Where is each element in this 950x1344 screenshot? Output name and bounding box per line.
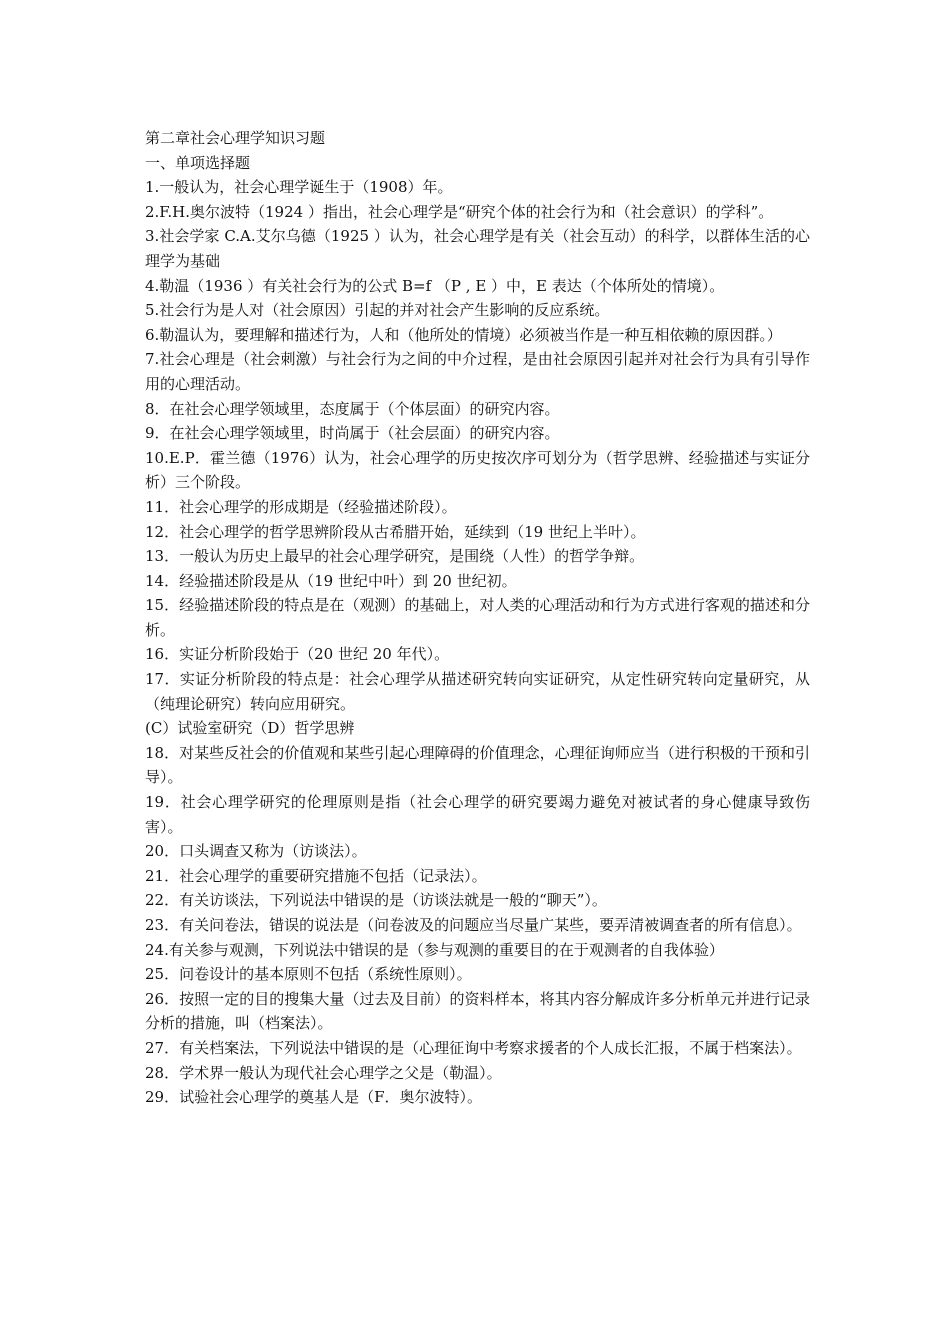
question-item: 7.社会心理是（社会刺激）与社会行为之间的中介过程，是由社会原因引起并对社会行为具有引导作用的心理活动。 <box>145 350 810 393</box>
question-item: 16．实证分析阶段始于（20 世纪 20 年代）。 <box>145 645 450 664</box>
question-item: 17．实证分析阶段的特点是：社会心理学从描述研究转向实证研究，从定性研究转向定量研究，从（纯理论研究）转向应用研究。 <box>145 670 810 713</box>
question-item: 1.一般认为，社会心理学诞生于（1908）年。 <box>145 178 453 197</box>
question-item: 27．有关档案法，下列说法中错误的是（心理征询中考察求援者的个人成长汇报，不属于档案法）。 <box>145 1038 802 1057</box>
question-item: 25．问卷设计的基本原则不包括（系统性原则）。 <box>145 965 472 984</box>
question-item: 20．口头调查又称为（访谈法）。 <box>145 842 367 861</box>
document-page <box>145 126 810 1110</box>
question-item: 10.E.P．霍兰德（1976）认为，社会心理学的历史按次序可划分为（哲学思辨、经验描述与实证分析）三个阶段。 <box>145 448 810 492</box>
question-item: 2.F.H.奥尔波特（1924 ）指出，社会心理学是“研究个体的社会行为和（社会意识）的学科”。 <box>145 202 774 221</box>
question-item: 11．社会心理学的形成期是（经验描述阶段）。 <box>145 497 457 516</box>
question-item: 15．经验描述阶段的特点是在（观测）的基础上，对人类的心理活动和行为方式进行客观的描述和分析。 <box>145 596 810 639</box>
question-item: 18．对某些反社会的价值观和某些引起心理障碍的价值理念，心理征询师应当（进行积极的干预和引导）。 <box>145 743 810 787</box>
question-item: (C）试验室研究（D）哲学思辨 <box>145 719 355 738</box>
document-title: 第二章社会心理学知识习题 <box>145 129 326 147</box>
question-item: 4.勒温（1936 ）有关社会行为的公式 B=f （P , E ）中，E 表达（个体所处的情境）。 <box>145 276 725 295</box>
section-heading: 一、单项选择题 <box>145 153 251 172</box>
question-item: 14．经验描述阶段是从（19 世纪中叶）到 20 世纪初。 <box>145 571 517 590</box>
question-item: 24.有关参与观测，下列说法中错误的是（参与观测的重要目的在于观测者的自我体验） <box>145 940 724 959</box>
question-item: 9．在社会心理学领域里，时尚属于（社会层面）的研究内容。 <box>145 424 560 443</box>
question-item: 3.社会学家 C.A.艾尔乌德（1925 ）认为，社会心理学是有关（社会互动）的科学，以群体生活的心理学为基础 <box>145 227 810 270</box>
question-item: 21．社会心理学的重要研究措施不包括（记录法）。 <box>145 866 487 885</box>
question-item: 22．有关访谈法，下列说法中错误的是（访谈法就是一般的“聊天”）。 <box>145 891 607 910</box>
question-item: 8．在社会心理学领域里，态度属于（个体层面）的研究内容。 <box>145 399 560 418</box>
question-item: 19．社会心理学研究的伦理原则是指（社会心理学的研究要竭力避免对被试者的身心健康导致伤害）。 <box>145 793 810 836</box>
question-item: 5.社会行为是人对（社会原因）引起的并对社会产生影响的反应系统。 <box>145 301 610 320</box>
question-item: 23．有关问卷法，错误的说法是（问卷波及的问题应当尽量广某些，要弄清被调查者的所有信息）。 <box>145 916 802 934</box>
question-item: 26．按照一定的目的搜集大量（过去及目前）的资料样本，将其内容分解成许多分析单元并进行记录分析的措施，叫（档案法）。 <box>145 989 810 1033</box>
question-item: 6.勒温认为，要理解和描述行为，人和（他所处的情境）必须被当作是一种互相依赖的原因群。） <box>145 325 782 344</box>
question-item: 13．一般认为历史上最早的社会心理学研究，是围绕（人性）的哲学争辩。 <box>145 547 645 566</box>
question-item: 12．社会心理学的哲学思辨阶段从古希腊开始，延续到（19 世纪上半叶）。 <box>145 522 646 541</box>
question-item: 28．学术界一般认为现代社会心理学之父是（勒温）。 <box>145 1063 502 1082</box>
question-item: 29．试验社会心理学的奠基人是（F．奥尔波特）。 <box>145 1088 482 1107</box>
